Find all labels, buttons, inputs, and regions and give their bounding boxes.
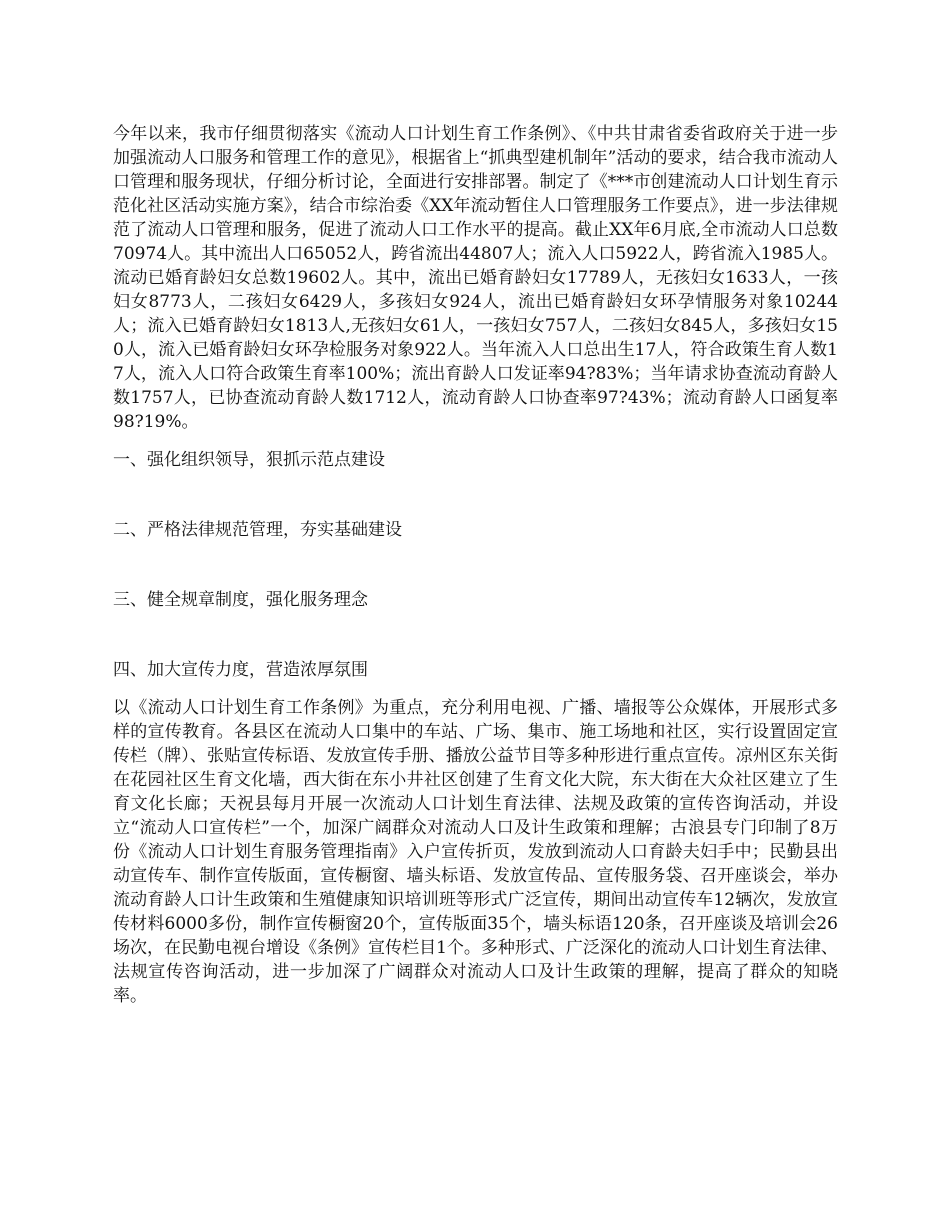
intro-paragraph: 今年以来，我市仔细贯彻落实《流动人口计划生育工作条例》、《中共甘肃省委省政府关于进一步加强流动人口服务和管理工作的意见》，根据省上“抓典型建机制年”活动的要求，结合我市流动人口管理和服务现状，仔细分析讨论，全面进行安排部署。制定了《***市创建流动人口计划生育示范化社区活动实施方案》，结合市综治委《XX年流动暂住人口管理服务工作要点》，进一步法律规范了流动人口管理和服务，促进了流动人口工作水平的提高。截止XX年6月底,全市流动人口总数70974人。其中流出人口65052人，跨省流出44807人；流入人口5922人，跨省流入1985人。流动已婚育龄妇女总数19602人。其中，流出已婚育龄妇女17789人，无孩妇女1633人，一孩妇女8773人，二孩妇女6429人，多孩妇女924人，流出已婚育龄妇女环孕情服务对象10244人；流入已婚育龄妇女1813人,无孩妇女61人，一孩妇女757人，二孩妇女845人，多孩妇女150人，流入已婚育龄妇女环孕检服务对象922人。当年流入人口总出生17人，符合政策生育人数17人，流入人口符合政策生育率100%；流出育龄人口发证率94?83%；当年请求协查流动育龄人数1757人，已协查流动育龄人数1712人，流动育龄人口协查率97?43%；流动育龄人口函复率98?19%。 <box>113 124 838 432</box>
document-page <box>113 122 838 1008</box>
section-4-paragraph: 以《流动人口计划生育工作条例》为重点，充分利用电视、广播、墙报等公众媒体，开展形式多样的宣传教育。各县区在流动人口集中的车站、广场、集市、施工场地和社区，实行设置固定宣传栏（牌）、张贴宣传标语、发放宣传手册、播放公益节目等多种形进行重点宣传。凉州区东关街在花园社区生育文化墙，西大街在东小井社区创建了生育文化大院，东大街在大众社区建立了生育文化长廊；天祝县每月开展一次流动人口计划生育法律、法规及政策的宣传咨询活动，并设立“流动人口宣传栏”一个，加深广阔群众对流动人口及计生政策和理解；古浪县专门印制了8万份《流动人口计划生育服务管理指南》入户宣传折页，发放到流动人口育龄夫妇手中；民勤县出动宣传车、制作宣传版面，宣传橱窗、墙头标语、发放宣传品、宣传服务袋、召开座谈会，举办流动育龄人口计生政策和生殖健康知识培训班等形式广泛宣传，期间出动宣传车12辆次，发放宣传材料6000多份，制作宣传橱窗20个，宣传版面35个，墙头标语120条，召开座谈及培训会26场次，在民勤电视台增设《条例》宣传栏目1个。多种形式、广泛深化的流动人口计划生育法律、法规宣传咨询活动，进一步加深了广阔群众对流动人口及计生政策的理解，提高了群众的知晓率。 <box>113 698 838 1006</box>
section-heading-1: 一、强化组织领导，狠抓示范点建设 <box>113 450 385 470</box>
section-heading-4: 四、加大宣传力度，营造浓厚氛围 <box>113 660 368 680</box>
section-heading-3: 三、健全规章制度，强化服务理念 <box>113 590 368 610</box>
section-heading-2: 二、严格法律规范管理，夯实基础建设 <box>113 520 402 540</box>
